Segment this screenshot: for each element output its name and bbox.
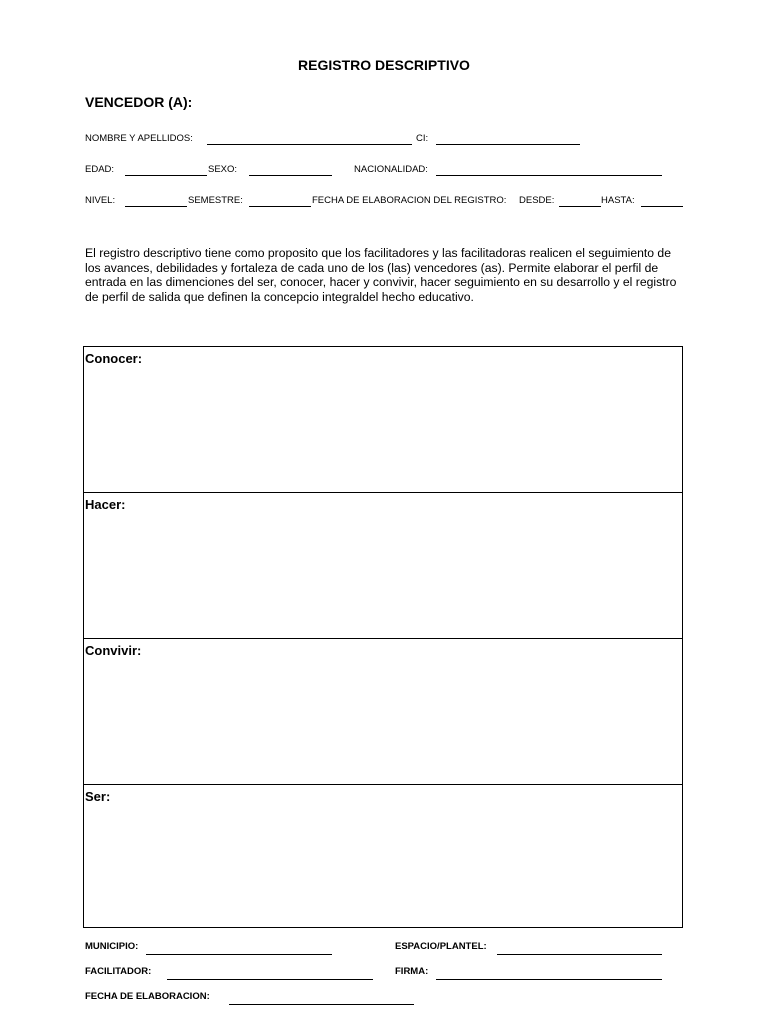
fecha-registro-label: FECHA DE ELABORACION DEL REGISTRO: (312, 195, 507, 206)
firma-label: FIRMA: (395, 966, 429, 977)
desde-field[interactable] (559, 206, 601, 207)
municipio-label: MUNICIPIO: (85, 941, 139, 952)
section-ser-label: Ser: (85, 789, 111, 804)
nombre-field[interactable] (207, 144, 412, 145)
firma-field[interactable] (436, 979, 662, 980)
section-conocer[interactable] (84, 347, 682, 493)
hasta-label: HASTA: (601, 195, 635, 206)
ci-field[interactable] (436, 144, 580, 145)
espacio-label: ESPACIO/PLANTEL: (395, 941, 487, 952)
fecha-elaboracion-label: FECHA DE ELABORACION: (85, 991, 210, 1002)
municipio-field[interactable] (146, 954, 332, 955)
espacio-field[interactable] (497, 954, 662, 955)
section-ser[interactable] (84, 785, 682, 927)
sexo-label: SEXO: (208, 164, 238, 175)
nombre-label: NOMBRE Y APELLIDOS: (85, 133, 193, 144)
page-title: REGISTRO DESCRIPTIVO (298, 57, 470, 73)
description-paragraph: El registro descriptivo tiene como proposito que los facilitadores y las facilitadoras realicen el seguimiento de los avances, debilidades y fortaleza de cada uno de los (las) vencedores (as). Permite elaborar el perfil de entrada en las dimenciones del ser, conocer, hacer y convivir, hacer seguimiento en su desarrollo y el registro de perfil de salida que definen la concepcio integraldel hecho educativo. (85, 246, 677, 304)
sexo-field[interactable] (249, 175, 332, 176)
nacionalidad-field[interactable] (436, 175, 662, 176)
facilitador-label: FACILITADOR: (85, 966, 152, 977)
hasta-field[interactable] (641, 206, 683, 207)
nacionalidad-label: NACIONALIDAD: (354, 164, 428, 175)
nivel-field[interactable] (125, 206, 187, 207)
edad-label: EDAD: (85, 164, 115, 175)
section-convivir-label: Convivir: (85, 643, 142, 658)
nivel-label: NIVEL: (85, 195, 116, 206)
semestre-label: SEMESTRE: (188, 195, 243, 206)
sections-table (83, 346, 683, 928)
ci-label: CI: (416, 133, 429, 144)
fecha-elaboracion-field[interactable] (229, 1004, 414, 1005)
section-conocer-label: Conocer: (85, 351, 143, 366)
edad-field[interactable] (125, 175, 207, 176)
section-hacer[interactable] (84, 493, 682, 639)
desde-label: DESDE: (519, 195, 555, 206)
section-convivir[interactable] (84, 639, 682, 785)
subtitle: VENCEDOR (A): (85, 94, 193, 110)
section-hacer-label: Hacer: (85, 497, 126, 512)
facilitador-field[interactable] (167, 979, 373, 980)
semestre-field[interactable] (249, 206, 311, 207)
